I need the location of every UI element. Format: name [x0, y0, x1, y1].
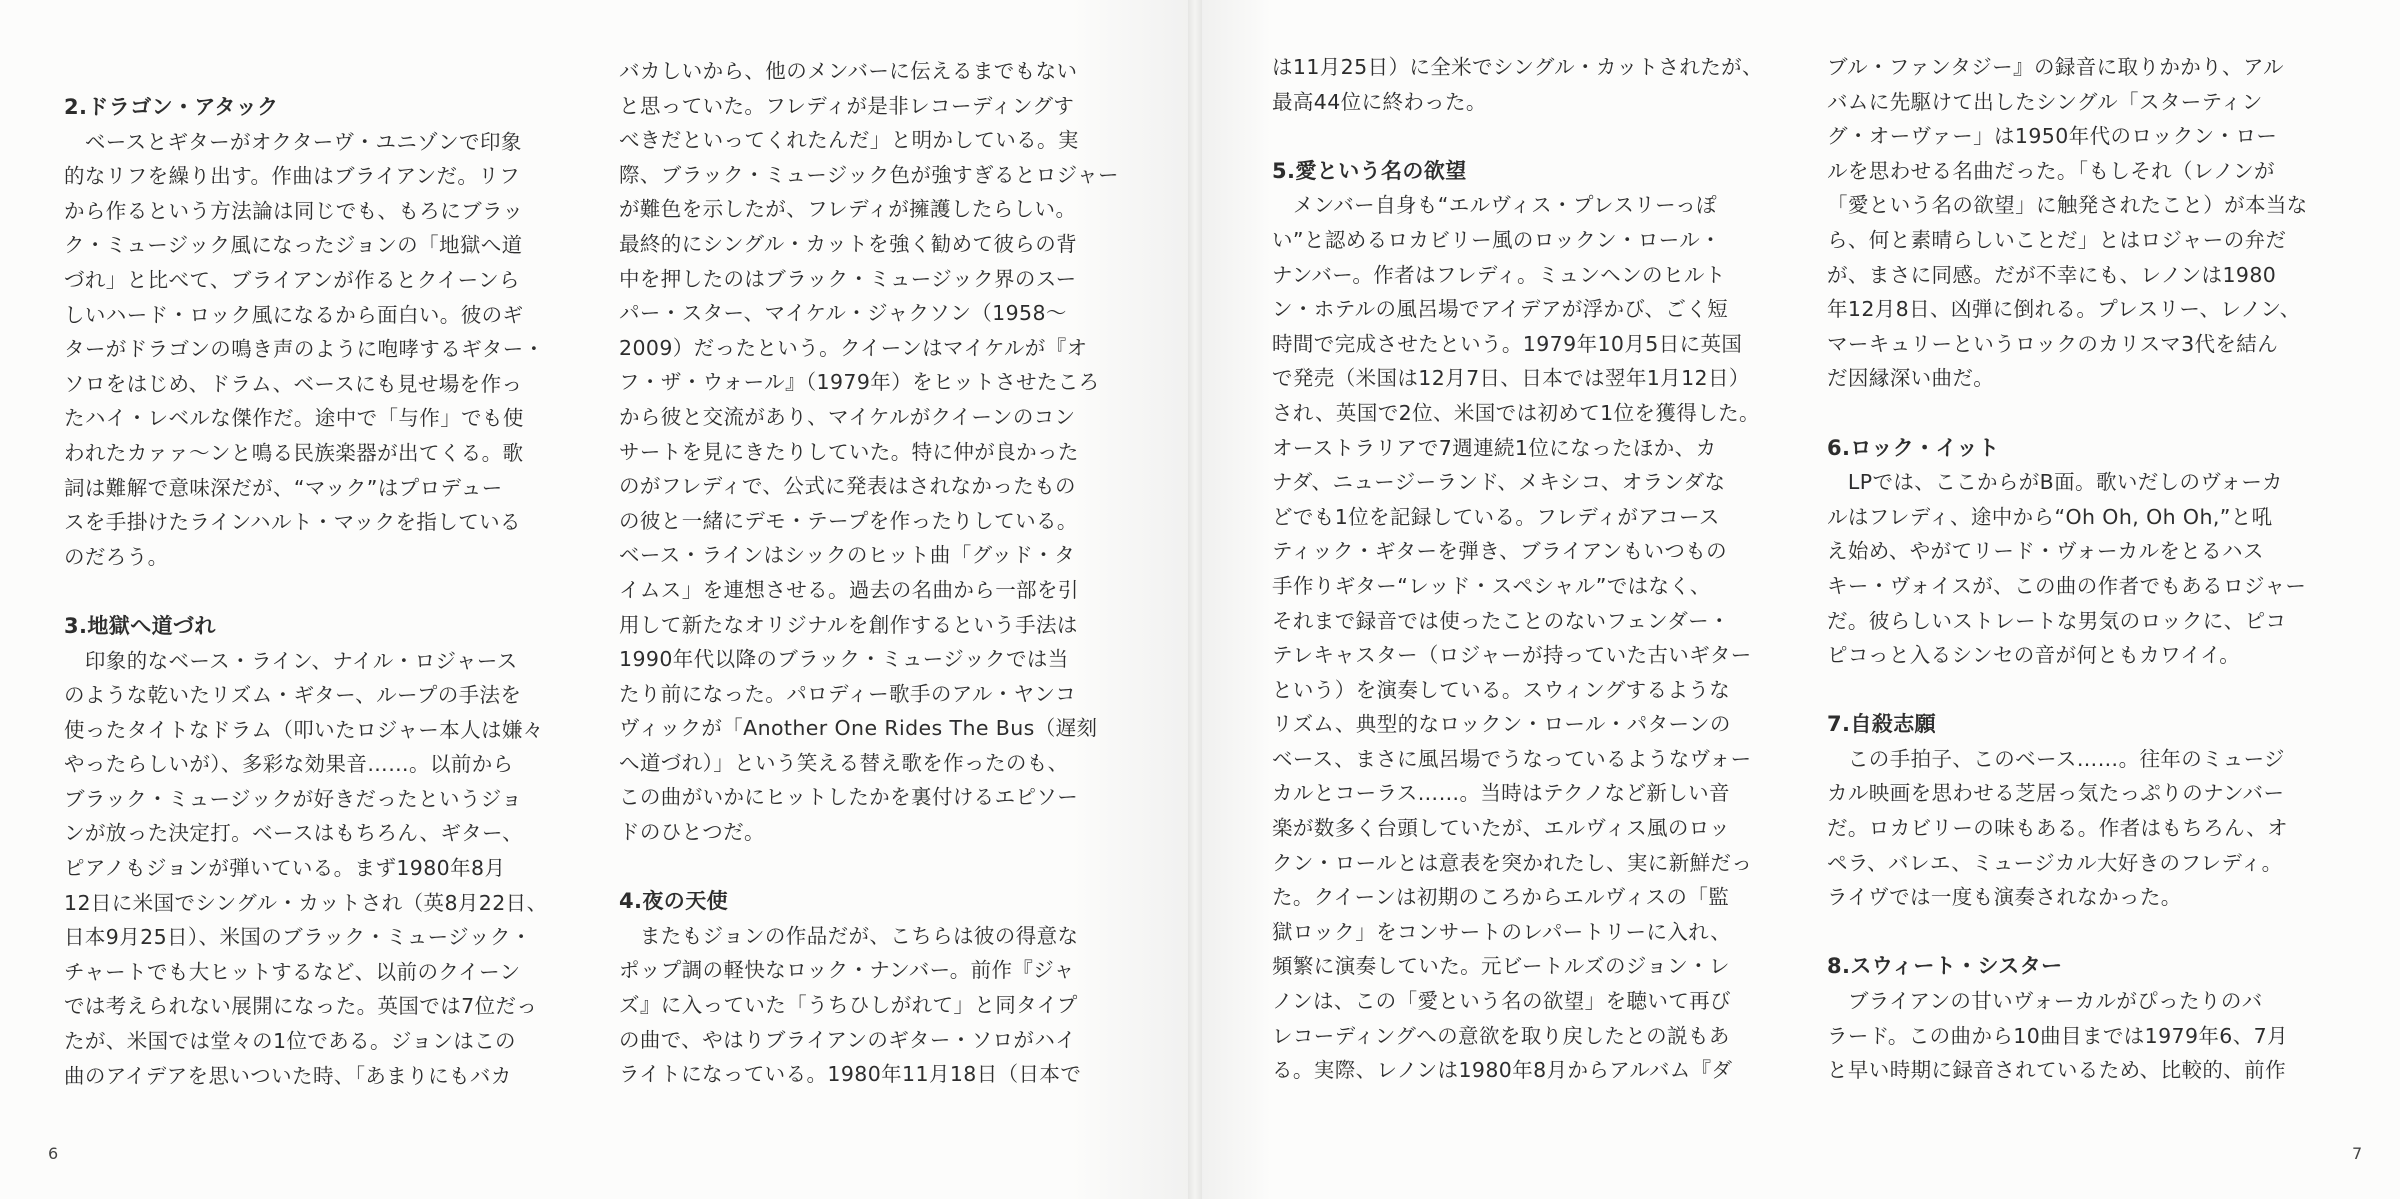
body-text-line: メンバー自身も“エルヴィス・プレスリーっぽ	[1272, 193, 1717, 218]
body-text-line: ライヴでは一度も演奏されなかった。	[1827, 885, 2182, 910]
body-text-line: ナンバー。作者はフレディ。ミュンヘンのヒルト	[1272, 262, 1726, 287]
body-text-line: ライトになっている。1980年11月18日（日本で	[619, 1062, 1082, 1087]
body-text-line: は11月25日）に全米でシングル・カットされたが、	[1272, 55, 1763, 79]
body-text-line: だ因縁深い曲だ。	[1827, 366, 1995, 391]
body-text-line: どでも1位を記録している。フレディがアコース	[1272, 504, 1720, 529]
body-text-line: ク・ミュージック風になったジョンの「地獄へ道	[64, 233, 523, 258]
body-text-line: チャートでも大ヒットするなど、以前のクイーン	[64, 959, 521, 984]
body-text-line: 曲のアイデアを思いついた時、「あまりにもバカ	[64, 1063, 512, 1088]
body-text-line: ソロをはじめ、ドラム、ベースにも見せ場を作っ	[64, 371, 523, 396]
body-text-line: マーキュリーというロックのカリスマ3代を結ん	[1827, 331, 2279, 356]
body-text-line: ピアノもジョンが弾いている。まず1980年8月	[64, 856, 506, 881]
body-text-line: た。クイーンは初期のころからエルヴィスの「監	[1272, 885, 1730, 910]
body-text-line: 印象的なベース・ライン、ナイル・ロジャース	[64, 648, 518, 673]
body-text-line: と早い時期に録音されているため、比較的、前作	[1827, 1058, 2286, 1083]
body-text-line: の彼と一緒にデモ・テープを作ったりしている。	[619, 508, 1078, 533]
body-text-line: ドのひとつだ。	[619, 820, 765, 845]
body-text-line: たハイ・レベルな傑作だ。途中で「与作」でも使	[64, 406, 524, 431]
body-text-line: のような乾いたリズム・ギター、ループの手法を	[64, 683, 522, 708]
body-text-line: カル映画を思わせる芝居っ気たっぷりのナンバー	[1827, 781, 2285, 806]
paragraph-gap	[1827, 915, 2308, 950]
body-text-line: この手拍子、このベース……。往年のミュージ	[1827, 746, 2285, 771]
body-text-line: ペラ、バレエ、ミュージカル大好きのフレディ。	[1827, 850, 2283, 875]
page-number-right: 7	[2352, 1144, 2363, 1163]
body-text-line: では考えられない展開になった。英国では7位だっ	[64, 994, 538, 1019]
body-text-line: 1990年代以降のブラック・ミュージックでは当	[619, 647, 1069, 672]
body-text-line: づれ」と比べて、ブライアンが作るとクイーンら	[64, 267, 520, 292]
body-text-line: が、まさに同感。だが不幸にも、レノンは1980	[1827, 262, 2277, 287]
body-text-line: という）を演奏している。スウィングするような	[1272, 677, 1731, 702]
body-text-line: しいハード・ロック風になるから面白い。彼のギ	[64, 302, 524, 327]
page-number-left: 6	[48, 1144, 59, 1163]
body-text-line: ベースとギターがオクターヴ・ユニゾンで印象	[64, 129, 522, 154]
body-text-line: 最高44位に終わった。	[1272, 89, 1487, 114]
body-text-line: バカしいから、他のメンバーに伝えるまでもない	[619, 59, 1078, 83]
body-text-line: のがフレディで、公式に発表はされなかったもの	[619, 474, 1076, 499]
body-text-line: ポップ調の軽快なロック・ナンバー。前作『ジャ	[619, 958, 1075, 983]
body-text-line: 年12月8日、凶弾に倒れる。プレスリー、レノン、	[1827, 297, 2301, 322]
body-text-line: バムに先駆けて出したシングル「スターティン	[1827, 89, 2263, 114]
body-text-line: 「愛という名の欲望」に触発されたこと）が本当な	[1827, 193, 2308, 218]
body-text-line: リズム、典型的なロックン・ロール・パターンの	[1272, 712, 1731, 737]
book-gutter	[1188, 0, 1202, 1199]
body-text-line: の曲で、やはりブライアンのギター・ソロがハイ	[619, 1027, 1077, 1052]
body-text-line: われたカァァ～ンと鳴る民族楽器が出てくる。歌	[64, 440, 524, 465]
body-text-line: ナダ、ニュージーランド、メキシコ、オランダな	[1272, 470, 1726, 495]
body-text-line: べきだといってくれたんだ」と明かしている。実	[619, 128, 1079, 153]
body-text-line: テレキャスター（ロジャーが持っていた古いギター	[1272, 643, 1752, 668]
body-text-line: ブライアンの甘いヴォーカルがぴったりのバ	[1827, 989, 2263, 1014]
body-text-line: 詞は難解で意味深だが、“マック”はプロデュー	[64, 475, 503, 500]
body-text-line: ヴィックが「Another One Rides The Bus（遅刻	[619, 716, 1098, 741]
text-column-4	[1827, 50, 2308, 1088]
body-text-line: ピコっと入るシンセの音が何ともカワイイ。	[1827, 643, 2241, 668]
body-text-line: オーストラリアで7週連続1位になったほか、カ	[1272, 435, 1717, 460]
body-text-line: 際、ブラック・ミュージック色が強すぎるとロジャー	[619, 162, 1119, 187]
body-text-line: ティック・ギターを弾き、ブライアンもいつもの	[1272, 539, 1728, 564]
paragraph-gap	[1827, 673, 2308, 708]
body-text-line: から作るという方法論は同じでも、もろにブラッ	[64, 198, 524, 223]
paragraph-gap	[619, 850, 1119, 885]
body-text-line: と思っていた。フレディが是非レコーディングす	[619, 93, 1075, 118]
text-column-2	[619, 54, 1119, 1092]
body-text-line: グ・オーヴァー」は1950年代のロックン・ロー	[1827, 124, 2278, 149]
body-text-line: 使ったタイトなドラム（叩いたロジャー本人は嫌々	[64, 717, 544, 742]
body-text-line: だ。ロカビリーの味もある。作者はもちろん、オ	[1827, 816, 2289, 841]
body-text-line: ベース、まさに風呂場でうなっているようなヴォー	[1272, 746, 1752, 771]
body-text-line: ラード。この曲から10曲目までは1979年6、7月	[1827, 1023, 2288, 1048]
body-text-line: ルを思わせる名曲だった。「もしそれ（レノンが	[1827, 158, 2275, 183]
body-text-line: 手作りギター“レッド・スペシャル”ではなく、	[1272, 573, 1711, 598]
body-text-line: 12日に米国でシングル・カットされ（英8月22日、	[64, 890, 548, 915]
body-text-line: 最終的にシングル・カットを強く勧めて彼らの背	[619, 231, 1078, 256]
body-text-line: 時間で完成させたという。1979年10月5日に英国	[1272, 331, 1743, 356]
body-text-line: ブラック・ミュージックが好きだったというジョ	[64, 786, 523, 811]
body-text-line: のだろう。	[64, 544, 169, 569]
body-text-line: やったらしいが）、多彩な効果音……。以前から	[64, 752, 514, 777]
body-text-line: 頻繁に演奏していた。元ビートルズのジョン・レ	[1272, 954, 1730, 979]
body-text-line: が難色を示したが、フレディが擁護したらしい。	[619, 197, 1077, 222]
body-text-line: ンが放った決定打。ベースはもちろん、ギター、	[64, 821, 523, 846]
body-text-line: それまで録音では使ったことのないフェンダー・	[1272, 608, 1730, 633]
body-text-line: ターがドラゴンの鳴き声のように咆哮するギター・	[64, 337, 545, 362]
body-text-line: キー・ヴォイスが、この曲の作者でもあるロジャー	[1827, 573, 2307, 598]
body-text-line: ノンは、この「愛という名の欲望」を聴いて再び	[1272, 989, 1731, 1014]
body-text-line: たり前になった。パロディー歌手のアル・ヤンコ	[619, 681, 1077, 706]
body-text-line: で発売（米国は12月7日、日本では翌年1月12日）	[1272, 366, 1750, 391]
body-text-line: クン・ロールとは意表を突かれたし、実に新鮮だっ	[1272, 850, 1753, 875]
body-text-line: る。実際、レノンは1980年8月からアルバム『ダ	[1272, 1058, 1733, 1083]
body-text-line: ン・ホテルの風呂場でアイデアが浮かび、ごく短	[1272, 297, 1729, 322]
body-text-line: ズ』に入っていた「うちひしがれて」と同タイプ	[619, 993, 1078, 1018]
body-text-line: 楽が数多く台頭していたが、エルヴィス風のロッ	[1272, 816, 1731, 841]
body-text-line: レコーディングへの意欲を取り戻したとの説もあ	[1272, 1023, 1730, 1048]
paragraph-gap	[64, 574, 547, 609]
text-column-3	[1272, 50, 1763, 1088]
body-text-line: LPでは、ここからがB面。歌いだしのヴォーカ	[1827, 470, 2283, 495]
body-text-line: ブル・ファンタジー』の録音に取りかかり、アル	[1827, 55, 2284, 79]
section-heading: 4.夜の天使	[619, 889, 728, 914]
body-text-line: だ。彼らしいストレートな男気のロックに、ピコ	[1827, 608, 2287, 633]
section-heading: 5.愛という名の欲望	[1272, 158, 1467, 183]
body-text-line: ルはフレディ、途中から“Oh Oh, Oh Oh,”と吼	[1827, 504, 2273, 529]
section-heading: 2.ドラゴン・アタック	[64, 95, 279, 119]
paragraph-gap	[1272, 119, 1763, 154]
body-text-line: から彼と交流があり、マイケルがクイーンのコン	[619, 404, 1076, 429]
body-text-line: たが、米国では堂々の1位である。ジョンはこの	[64, 1029, 516, 1054]
body-text-line: い”と認めるロカビリー風のロックン・ロール・	[1272, 227, 1722, 252]
body-text-line: 獄ロック」をコンサートのレパートリーに入れ、	[1272, 919, 1732, 944]
body-text-line: サートを見にきたりしていた。特に仲が良かった	[619, 439, 1079, 464]
body-text-line: イムス」を連想させる。過去の名曲から一部を引	[619, 577, 1079, 602]
body-text-line: 的なリフを繰り出す。作曲はブライアンだ。リフ	[64, 164, 521, 189]
body-text-line: またもジョンの作品だが、こちらは彼の得意な	[619, 923, 1079, 948]
body-text-line: され、英国で2位、米国では初めて1位を獲得した。	[1272, 400, 1760, 425]
section-heading: 7.自殺志願	[1827, 712, 1936, 737]
body-text-line: ベース・ラインはシックのヒット曲「グッド・タ	[619, 543, 1076, 568]
body-text-line: え始め、やがてリード・ヴォーカルをとるハス	[1827, 539, 2264, 564]
text-column-1	[64, 90, 547, 1093]
body-text-line: この曲がいかにヒットしたかを裏付けるエピソー	[619, 785, 1079, 810]
body-text-line: フ・ザ・ウォール』（1979年）をヒットさせたころ	[619, 370, 1100, 395]
body-text-line: 日本9月25日）、米国のブラック・ミュージック・	[64, 925, 532, 950]
paragraph-gap	[1827, 396, 2308, 431]
body-text-line: ら、何と素晴らしいことだ」とはロジャーの弁だ	[1827, 227, 2287, 252]
section-heading: 3.地獄へ道づれ	[64, 613, 216, 638]
section-heading: 8.スウィート・シスター	[1827, 954, 2063, 979]
body-text-line: スを手掛けたラインハルト・マックを指している	[64, 510, 521, 535]
body-text-line: カルとコーラス……。当時はテクノなど新しい音	[1272, 781, 1730, 806]
body-text-line: へ道づれ）」という笑える替え歌を作ったのも、	[619, 750, 1069, 775]
section-heading: 6.ロック・イット	[1827, 435, 2000, 460]
body-text-line: 中を押したのはブラック・ミュージック界のスー	[619, 266, 1077, 291]
body-text-line: パー・スター、マイケル・ジャクソン（1958～	[619, 301, 1067, 326]
body-text-line: 用して新たなオリジナルを創作するという手法は	[619, 612, 1078, 637]
body-text-line: 2009）だったという。クイーンはマイケルが『オ	[619, 335, 1088, 360]
